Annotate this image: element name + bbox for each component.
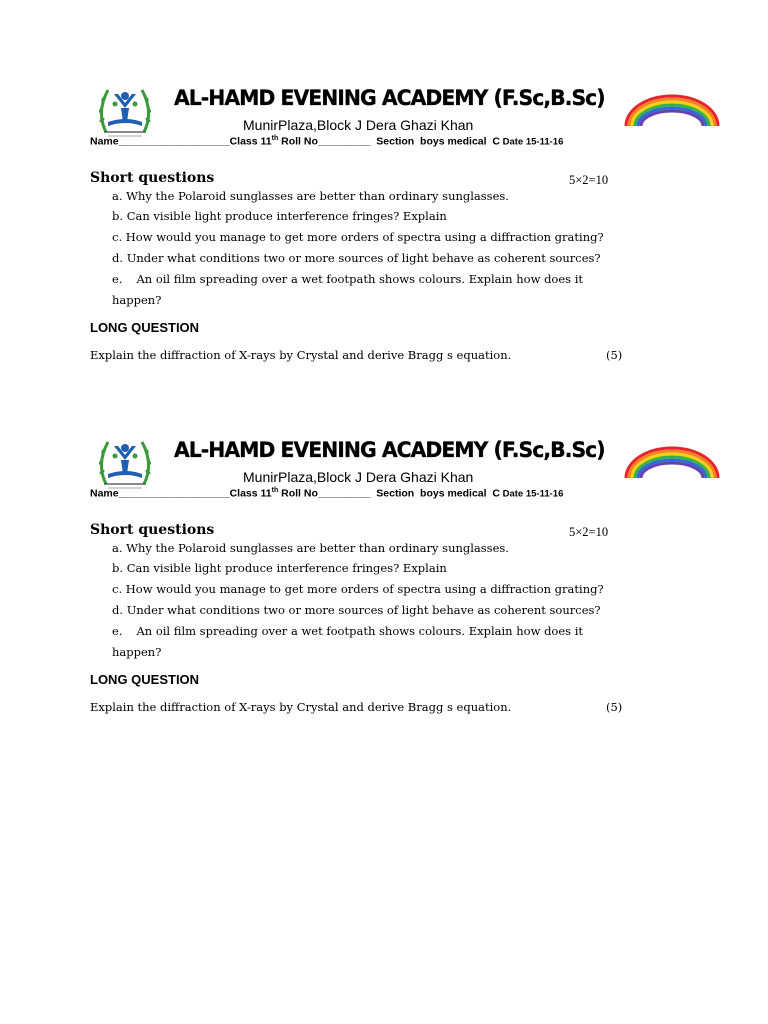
section-label: Section boys medical C: [370, 487, 500, 500]
question-item: [112, 251, 601, 265]
class-superscript: th: [271, 487, 279, 494]
question-letter: e.: [112, 624, 123, 638]
short-questions-heading: Short questions: [90, 170, 215, 186]
academy-title: AL-HAMD EVENING ACADEMY (F.Sc,B.Sc): [174, 438, 605, 462]
question-letter: e.: [112, 272, 123, 286]
question-text: Why the Polaroid sunglasses are better than ordinary sunglasses.: [126, 189, 509, 203]
question-text: Under what conditions two or more sources of light behave as coherent sources?: [126, 603, 601, 617]
date-label: Date 15-11-16: [499, 136, 564, 148]
question-letter: d.: [112, 251, 124, 265]
question-text: How would you manage to get more orders of spectra using a diffraction grating?: [125, 230, 604, 244]
question-text: An oil film spreading over a wet footpath shows colours. Explain how does it: [136, 624, 584, 638]
question-text: Why the Polaroid sunglasses are better than ordinary sunglasses.: [126, 541, 509, 555]
question-item: [112, 272, 583, 286]
question-paper-1: [0, 82, 768, 432]
short-questions-marks: 5×2=10: [569, 525, 609, 539]
academy-title: AL-HAMD EVENING ACADEMY (F.Sc,B.Sc): [174, 86, 605, 110]
date-label: Date 15-11-16: [499, 488, 564, 500]
question-text: Under what conditions two or more sources of light behave as coherent sources?: [126, 251, 601, 265]
question-item: [112, 209, 447, 223]
class-label: Class 11: [229, 487, 272, 500]
student-info-line: [90, 487, 563, 500]
long-question-marks: (5): [606, 348, 623, 362]
question-letter: b.: [112, 209, 124, 223]
academy-address: MunirPlaza,Block J Dera Ghazi Khan: [243, 117, 474, 133]
student-info-line: [90, 135, 563, 148]
question-text: Can visible light produce interference fringes? Explain: [126, 209, 447, 223]
section-label: Section boys medical C: [370, 135, 500, 148]
question-item: [112, 582, 604, 596]
question-item: [112, 561, 447, 575]
question-item: [112, 603, 601, 617]
rainbow-icon: [622, 94, 722, 126]
long-question-text: Explain the diffraction of X-rays by Crystal and derive Bragg s equation.: [90, 700, 512, 714]
class-label: Class 11: [229, 135, 272, 148]
roll-no-label: Roll No_________: [278, 135, 371, 148]
question-letter: a.: [112, 189, 123, 203]
question-letter: a.: [112, 541, 123, 555]
question-item: [112, 624, 583, 638]
long-question-heading: LONG QUESTION: [90, 320, 200, 335]
long-question-marks: (5): [606, 700, 623, 714]
class-superscript: th: [271, 135, 279, 142]
academy-logo-icon: [94, 82, 156, 142]
question-text: Can visible light produce interference fringes? Explain: [126, 561, 447, 575]
question-letter: c.: [112, 230, 123, 244]
short-questions-marks: 5×2=10: [569, 173, 609, 187]
academy-logo-icon: [94, 434, 156, 494]
question-continuation: happen?: [112, 645, 162, 659]
question-continuation: happen?: [112, 293, 162, 307]
question-text: An oil film spreading over a wet footpath shows colours. Explain how does it: [136, 272, 584, 286]
question-letter: c.: [112, 582, 123, 596]
name-field-label: Name___________________: [90, 135, 230, 148]
question-item: [112, 189, 509, 203]
question-letter: b.: [112, 561, 124, 575]
academy-address: MunirPlaza,Block J Dera Ghazi Khan: [243, 469, 474, 485]
question-paper-2: [0, 434, 768, 784]
roll-no-label: Roll No_________: [278, 487, 371, 500]
short-questions-heading: Short questions: [90, 522, 215, 538]
rainbow-icon: [622, 446, 722, 478]
long-question-text: Explain the diffraction of X-rays by Crystal and derive Bragg s equation.: [90, 348, 512, 362]
question-item: [112, 230, 604, 244]
question-text: How would you manage to get more orders of spectra using a diffraction grating?: [125, 582, 604, 596]
question-letter: d.: [112, 603, 124, 617]
long-question-heading: LONG QUESTION: [90, 672, 200, 687]
question-item: [112, 541, 509, 555]
name-field-label: Name___________________: [90, 487, 230, 500]
